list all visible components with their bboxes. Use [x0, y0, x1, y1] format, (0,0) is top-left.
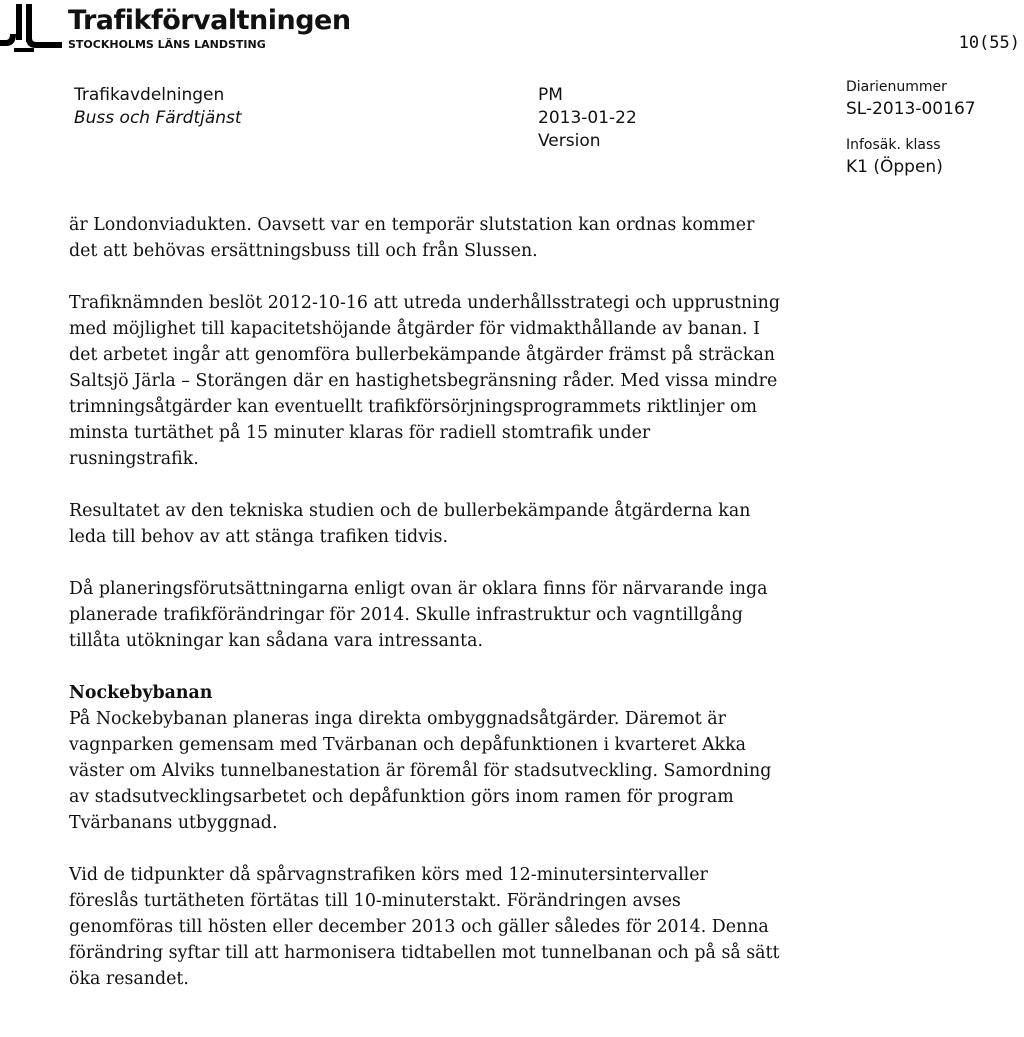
doc-type: PM	[538, 85, 563, 105]
text-line: föreslås turtätheten förtätas till 10-minuterstakt. Förändringen avses	[69, 891, 681, 911]
text-line: Saltsjö Järla – Storängen där en hastighetsbegränsning råder. Med vissa mindre	[69, 371, 778, 391]
text-line: vagnparken gemensam med Tvärbanan och depåfunktionen i kvarteret Akka	[69, 735, 746, 755]
text-line: öka resandet.	[69, 969, 189, 989]
logo-subtitle: STOCKHOLMS LÄNS LANDSTING	[68, 38, 266, 51]
page-number: 10(55)	[958, 33, 1020, 53]
paragraph-6	[69, 862, 859, 992]
organization-logo	[0, 4, 351, 56]
paragraph-4	[69, 576, 859, 654]
text-line: det arbetet ingår att genomföra bullerbekämpande åtgärder främst på sträckan	[69, 345, 776, 365]
department: Trafikavdelningen	[74, 85, 225, 105]
text-line: leda till behov av att stänga trafiken tidvis.	[69, 527, 448, 547]
text-line: det att behövas ersättningsbuss till och från Slussen.	[69, 241, 538, 261]
text-line: väster om Alviks tunnelbanestation är föremål för stadsutveckling. Samordning	[69, 761, 772, 781]
header-document-block	[538, 84, 637, 153]
document-body	[69, 212, 859, 1018]
paragraph-5	[69, 706, 859, 836]
unit: Buss och Färdtjänst	[74, 108, 242, 128]
header-registry-block	[846, 77, 976, 179]
doc-date: 2013-01-22	[538, 108, 637, 128]
text-line: med möjlighet till kapacitetshöjande åtgärder för vidmakthållande av banan. I	[69, 319, 760, 339]
header-department-block	[74, 84, 242, 130]
diary-label: Diarienummer	[846, 79, 947, 95]
text-line: På Nockebybanan planeras inga direkta ombyggnadsåtgärder. Däremot är	[69, 709, 726, 729]
text-line: minsta turtäthet på 15 minuter klaras för radiell stomtrafik under	[69, 423, 651, 443]
text-line: förändring syftar till att harmonisera tidtabellen mot tunnelbanan och på så sätt	[69, 943, 780, 963]
text-line: tillåta utökningar kan sådana vara intressanta.	[69, 631, 484, 651]
text-line: är Londonviadukten. Oavsett var en temporär slutstation kan ordnas kommer	[69, 215, 755, 235]
text-line: genomföras till hösten eller december 2013 och gäller således för 2014. Denna	[69, 917, 769, 937]
logo-mark-icon	[0, 4, 62, 52]
text-line: Då planeringsförutsättningarna enligt ovan är oklara finns för närvarande inga	[69, 579, 768, 599]
paragraph-1	[69, 212, 859, 264]
text-line: rusningstrafik.	[69, 449, 199, 469]
logo-name: Trafikförvaltningen	[68, 5, 351, 36]
classification-value: K1 (Öppen)	[846, 157, 943, 177]
text-line: Trafiknämnden beslöt 2012-10-16 att utreda underhållsstrategi och upprustning	[69, 293, 780, 313]
text-line: Tvärbanans utbyggnad.	[69, 813, 278, 833]
text-line: planerade trafikförändringar för 2014. Skulle infrastruktur och vagntillgång	[69, 605, 743, 625]
text-line: Resultatet av den tekniska studien och de bullerbekämpande åtgärderna kan	[69, 501, 751, 521]
paragraph-3	[69, 498, 859, 550]
version-label: Version	[538, 131, 601, 151]
paragraph-2	[69, 290, 859, 472]
section-heading: Nockebybanan	[69, 683, 213, 703]
text-line: Vid de tidpunkter då spårvagnstrafiken körs med 12-minutersintervaller	[69, 865, 708, 885]
text-line: av stadsutvecklingsarbetet och depåfunktion görs inom ramen för program	[69, 787, 734, 807]
text-line: trimningsåtgärder kan eventuellt trafikförsörjningsprogrammets riktlinjer om	[69, 397, 757, 417]
classification-label: Infosäk. klass	[846, 137, 941, 153]
diary-number: SL-2013-00167	[846, 99, 976, 119]
